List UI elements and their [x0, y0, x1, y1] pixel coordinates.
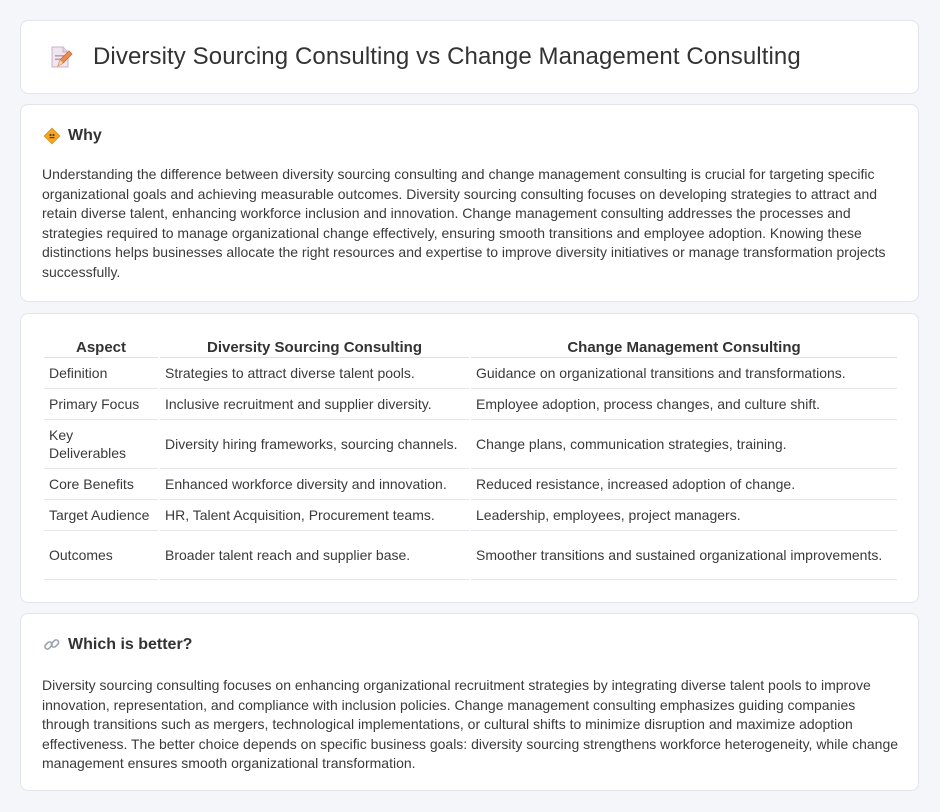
header-change-management: Change Management Consulting	[471, 334, 897, 358]
table-row	[44, 358, 897, 389]
row-aspect: Outcomes	[44, 531, 158, 580]
table-row	[44, 389, 897, 420]
row-diversity-value: Strategies to attract diverse talent pools.	[160, 358, 469, 389]
row-change-value: Employee adoption, process changes, and culture shift.	[471, 389, 897, 420]
table-row	[44, 420, 897, 469]
table-row	[44, 531, 897, 580]
document-edit-icon	[47, 44, 73, 70]
table-row	[44, 500, 897, 531]
row-aspect: Primary Focus	[44, 389, 158, 420]
row-aspect: Core Benefits	[44, 469, 158, 500]
row-change-value: Smoother transitions and sustained organizational improvements.	[471, 531, 897, 580]
row-change-value: Guidance on organizational transitions and transformations.	[471, 358, 897, 389]
header-aspect: Aspect	[44, 334, 158, 358]
row-aspect: Key Deliverables	[44, 420, 158, 469]
why-heading-row	[43, 127, 102, 145]
link-icon	[43, 636, 61, 654]
header-diversity-sourcing: Diversity Sourcing Consulting	[160, 334, 469, 358]
why-text: Understanding the difference between diversity sourcing consulting and change management consulting is crucial for targeting specific organizational goals and achieving measurable outcomes. Diversity sourcing consulting focuses on developing strategies to attract and retain diverse talent, enhancing workforce inclusion and innovation. Change management consulting addresses the processes and strategies required to manage organizational change effectively, ensuring smooth transitions and employee adoption. Knowing these distinctions helps businesses allocate the right resources and expertise to improve diversity initiatives or manage transformation projects successfully.	[42, 166, 886, 280]
table-header-row	[44, 334, 897, 358]
comparison-table	[42, 334, 899, 580]
why-heading: Why	[68, 127, 102, 144]
table-row	[44, 469, 897, 500]
row-aspect: Target Audience	[44, 500, 158, 531]
row-diversity-value: HR, Talent Acquisition, Procurement teams.	[160, 500, 469, 531]
which-is-better-section	[20, 613, 919, 791]
row-aspect: Definition	[44, 358, 158, 389]
better-text: Diversity sourcing consulting focuses on enhancing organizational recruitment strategies by integrating diverse talent pools to improve innovation, representation, and compliance with inclusion policies. Change management consulting emphasizes guiding companies through transitions such as mergers, technological implementations, or cultural shifts to minimize disruption and maximize adoption effectiveness. The better choice depends on specific business goals: diversity sourcing strengthens workforce heterogeneity, while change management ensures smooth organizational transformation.	[42, 677, 899, 771]
row-diversity-value: Enhanced workforce diversity and innovation.	[160, 469, 469, 500]
why-section	[20, 104, 919, 302]
row-change-value: Leadership, employees, project managers.	[471, 500, 897, 531]
title-card	[20, 20, 919, 94]
title-row	[47, 43, 801, 71]
better-heading: Which is better?	[68, 636, 193, 653]
row-diversity-value: Diversity hiring frameworks, sourcing channels.	[160, 420, 469, 469]
row-change-value: Reduced resistance, increased adoption of change.	[471, 469, 897, 500]
better-heading-row	[43, 636, 192, 654]
diamond-sign-icon	[43, 127, 61, 145]
row-change-value: Change plans, communication strategies, training.	[471, 420, 897, 469]
row-diversity-value: Broader talent reach and supplier base.	[160, 531, 469, 580]
page-title: Diversity Sourcing Consulting vs Change Management Consulting	[93, 43, 801, 70]
row-diversity-value: Inclusive recruitment and supplier diversity.	[160, 389, 469, 420]
comparison-table-section	[20, 313, 919, 603]
